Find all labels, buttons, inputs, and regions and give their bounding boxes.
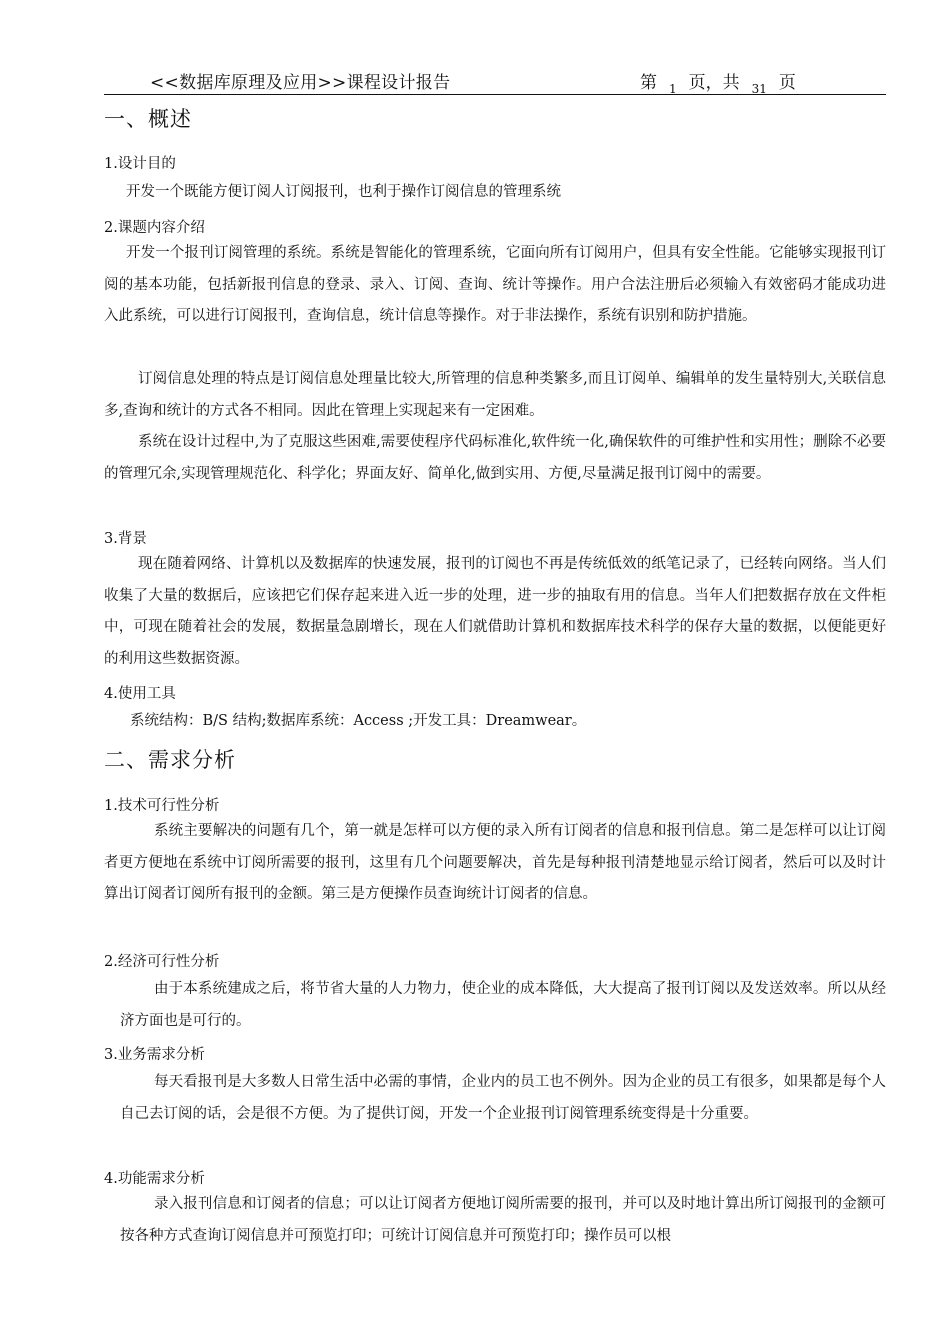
subheading-background: 3.背景: [104, 531, 147, 547]
page-total: 31: [751, 82, 767, 96]
paragraph-tools: 系统结构：B/S 结构;数据库系统：Access ;开发工具：Dreamwear。: [130, 713, 587, 729]
subheading-tools: 4.使用工具: [104, 686, 176, 702]
subheading-topic-intro: 2.课题内容介绍: [104, 220, 205, 236]
header-divider: [104, 94, 886, 95]
paragraph-topic-intro-2: 订阅信息处理的特点是订阅信息处理量比较大,所管理的信息种类繁多,而且订阅单、编辑单的发生量特别大,关联信息多,查询和统计的方式各不相同。因此在管理上实现起来有一定困难。: [104, 371, 886, 419]
paragraph-design-purpose: 开发一个既能方便订阅人订阅报刊，也利于操作订阅信息的管理系统: [126, 184, 561, 200]
page-current: 1: [669, 82, 677, 96]
paragraph-functional-requirements: 录入报刊信息和订阅者的信息；可以让订阅者方便地订阅所需要的报刊，并可以及时地计算出所订阅报刊的金额可按各种方式查询订阅信息并可预览打印；可统计订阅信息并可预览打印；操作员可以根: [120, 1196, 886, 1244]
page-middle: 页，共: [688, 73, 740, 93]
subheading-technical-feasibility: 1.技术可行性分析: [104, 798, 220, 814]
paragraph-topic-intro-3: 系统在设计过程中,为了克服这些困难,需要使程序代码标准化,软件统一化,确保软件的可维护性和实用性；删除不必要的管理冗余,实现管理规范化、科学化；界面友好、简单化,做到实用、方便,尽量满足报刊订阅中的需要。: [104, 434, 886, 482]
section-heading-overview: 一、概述: [104, 107, 192, 131]
subheading-functional-requirements: 4.功能需求分析: [104, 1171, 205, 1187]
subheading-design-purpose: 1.设计目的: [104, 156, 176, 172]
paragraph-background: 现在随着网络、计算机以及数据库的快速发展，报刊的订阅也不再是传统低效的纸笔记录了，已经转向网络。当人们收集了大量的数据后，应该把它们保存起来进入近一步的处理，进一步的抽取有用的信息。当年人们把数据存放在文件柜中，可现在随着社会的发展，数据量急剧增长，现在人们就借助计算机和数据库技术科学的保存大量的数据，以便能更好的利用这些数据资源。: [104, 556, 886, 667]
paragraph-business-requirements: 每天看报刊是大多数人日常生活中必需的事情，企业内的员工也不例外。因为企业的员工有很多，如果都是每个人自己去订阅的话，会是很不方便。为了提供订阅，开发一个企业报刊订阅管理系统变得是十分重要。: [120, 1074, 886, 1122]
paragraph-economic-feasibility: 由于本系统建成之后，将节省大量的人力物力，使企业的成本降低，大大提高了报刊订阅以及发送效率。所以从经济方面也是可行的。: [120, 981, 886, 1029]
subheading-business-requirements: 3.业务需求分析: [104, 1047, 205, 1063]
page-suffix: 页: [778, 73, 796, 93]
report-header-title: <<数据库原理及应用>>课程设计报告: [150, 73, 451, 93]
section-heading-requirements: 二、需求分析: [104, 748, 236, 772]
page-counter: [640, 68, 796, 96]
subheading-economic-feasibility: 2.经济可行性分析: [104, 954, 220, 970]
page-prefix: 第: [640, 73, 657, 93]
paragraph-topic-intro-1: 开发一个报刊订阅管理的系统。系统是智能化的管理系统，它面向所有订阅用户，但具有安全性能。它能够实现报刊订阅的基本功能，包括新报刊信息的登录、录入、订阅、查询、统计等操作。用户合法注册后必须输入有效密码才能成功进入此系统，可以进行订阅报刊，查询信息，统计信息等操作。对于非法操作，系统有识别和防护措施。: [104, 245, 886, 324]
paragraph-technical-feasibility: 系统主要解决的问题有几个，第一就是怎样可以方便的录入所有订阅者的信息和报刊信息。第二是怎样可以让订阅者更方便地在系统中订阅所需要的报刊，这里有几个问题要解决，首先是每种报刊清楚地显示给订阅者，然后可以及时计算出订阅者订阅所有报刊的金额。第三是方便操作员查询统计订阅者的信息。: [104, 823, 886, 902]
